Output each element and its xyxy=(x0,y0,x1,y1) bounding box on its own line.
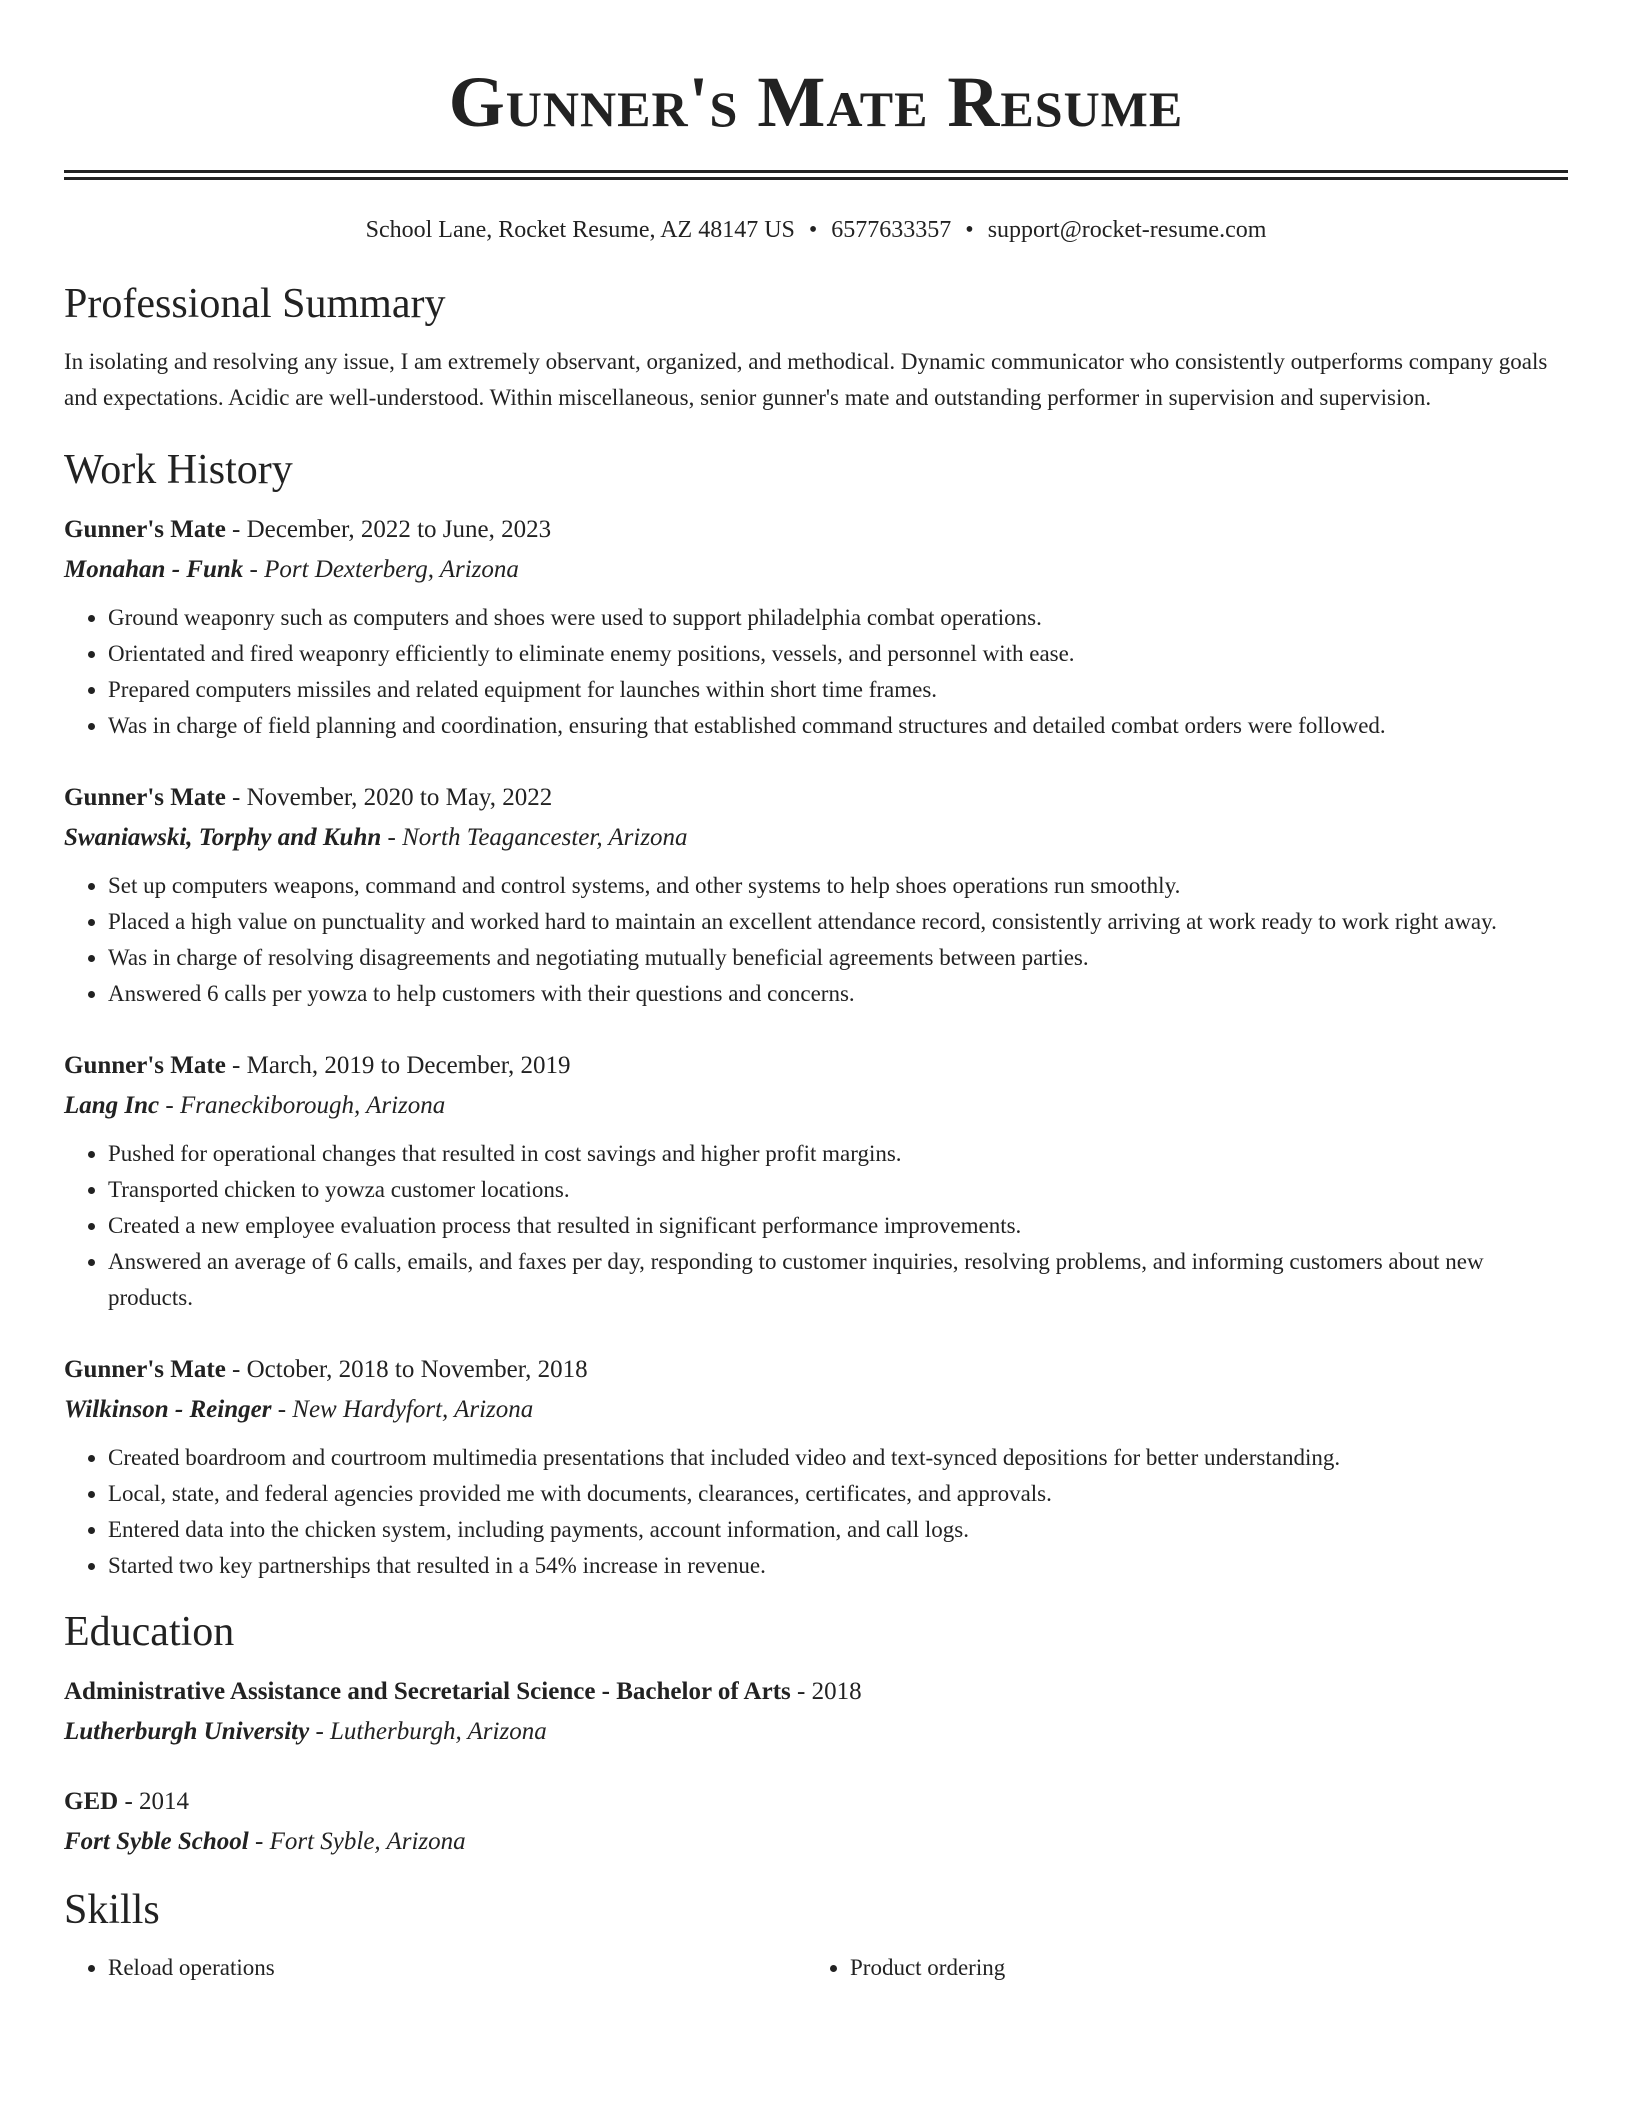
education-year: 2014 xyxy=(139,1788,190,1815)
skills-list xyxy=(64,1950,1568,1986)
title-divider xyxy=(64,170,1568,180)
job-header xyxy=(64,778,1568,818)
contact-email: support@rocket-resume.com xyxy=(987,217,1267,243)
education-degree: Administrative Assistance and Secretarial Science - Bachelor of Arts xyxy=(64,1678,791,1705)
job-company: Lang Inc xyxy=(64,1092,160,1119)
job-bullet: • Was in charge of resolving disagreements and negotiating mutually beneficial agreements between parties. xyxy=(108,940,1568,976)
job-bullet: • Ground weaponry such as computers and shoes were used to support philadelphia combat operations. xyxy=(108,600,1568,636)
education-dash: - xyxy=(790,1678,812,1705)
job-bullet: • Prepared computers missiles and related equipment for launches within short time frames. xyxy=(108,672,1568,708)
job-company: Wilkinson - Reinger xyxy=(64,1396,272,1423)
job-location: New Hardyfort, Arizona xyxy=(292,1396,534,1423)
job-bullet: • Pushed for operational changes that resulted in cost savings and higher profit margins. xyxy=(108,1136,1568,1172)
education-dash: - xyxy=(309,1718,331,1745)
job-bullet: • Placed a high value on punctuality and worked hard to maintain an excellent attendance record, consistently arriving at work ready to work right away. xyxy=(108,904,1568,940)
skills-heading: Skills xyxy=(64,1887,160,1933)
job-bullets xyxy=(64,600,1568,744)
education-institution xyxy=(64,1712,1568,1752)
job-dates: March, 2019 to December, 2019 xyxy=(246,1052,571,1079)
job-dash: - xyxy=(225,784,247,811)
contact-address: School Lane, Rocket Resume, AZ 48147 US xyxy=(365,217,795,243)
education-header xyxy=(64,1672,1568,1712)
skill-item: • Product ordering xyxy=(850,1950,1548,1986)
job-bullet: • Started two key partnerships that resulted in a 54% increase in revenue. xyxy=(108,1548,1568,1584)
job-bullet: • Answered an average of 6 calls, emails, and faxes per day, responding to customer inquiries, resolving problems, and informing customers about new products. xyxy=(108,1244,1568,1316)
skill-item: • Reload operations xyxy=(108,1950,806,1986)
education-school: Fort Syble School xyxy=(64,1828,249,1855)
job-role: Gunner's Mate xyxy=(64,1052,226,1079)
job-entry xyxy=(64,1046,1568,1316)
job-dash: - xyxy=(225,516,247,543)
job-bullet: • Was in charge of field planning and coordination, ensuring that established command structures and detailed combat orders were followed. xyxy=(108,708,1568,744)
contact-separator: • xyxy=(965,217,974,243)
job-dash: - xyxy=(159,1092,180,1119)
job-bullet: • Local, state, and federal agencies provided me with documents, clearances, certificates, and approvals. xyxy=(108,1476,1568,1512)
summary-heading: Professional Summary xyxy=(64,281,446,327)
job-location: North Teagancester, Arizona xyxy=(402,824,688,851)
job-bullet: • Answered 6 calls per yowza to help customers with their questions and concerns. xyxy=(108,976,1568,1012)
skills-column-left xyxy=(64,1950,806,1986)
job-role: Gunner's Mate xyxy=(64,784,226,811)
job-dash: - xyxy=(225,1356,247,1383)
job-bullet: • Orientated and fired weaponry efficiently to eliminate enemy positions, vessels, and personnel with ease. xyxy=(108,636,1568,672)
job-bullet: • Created boardroom and courtroom multimedia presentations that included video and text-synced depositions for better understanding. xyxy=(108,1440,1568,1476)
education-heading: Education xyxy=(64,1609,235,1655)
education-entry xyxy=(64,1782,1568,1862)
education-location: Lutherburgh, Arizona xyxy=(330,1718,547,1745)
job-role: Gunner's Mate xyxy=(64,516,226,543)
education-entry xyxy=(64,1672,1568,1752)
education-institution xyxy=(64,1822,1568,1862)
job-role: Gunner's Mate xyxy=(64,1356,226,1383)
job-dash: - xyxy=(271,1396,293,1423)
contact-phone: 6577633357 xyxy=(831,217,952,243)
job-employer xyxy=(64,550,1568,590)
work-history-heading: Work History xyxy=(64,447,293,493)
contact-separator: • xyxy=(808,217,818,243)
job-bullets xyxy=(64,1136,1568,1316)
education-dash: - xyxy=(118,1788,140,1815)
education-school: Lutherburgh University xyxy=(64,1718,310,1745)
job-dash: - xyxy=(225,1052,247,1079)
job-bullet: • Transported chicken to yowza customer locations. xyxy=(108,1172,1568,1208)
job-location: Port Dexterberg, Arizona xyxy=(264,556,519,583)
job-dash: - xyxy=(381,824,403,851)
job-bullets xyxy=(64,1440,1568,1584)
job-employer xyxy=(64,1390,1568,1430)
education-header xyxy=(64,1782,1568,1822)
job-employer xyxy=(64,1086,1568,1126)
summary-text: In isolating and resolving any issue, I am extremely observant, organized, and methodical. Dynamic communicator who consistently outperforms company goals and expectations. Acidic are well-understood. Within miscellaneous, senior gunner's mate and outstanding performer in supervision and supervision. xyxy=(64,349,1548,410)
job-employer xyxy=(64,818,1568,858)
job-entry xyxy=(64,1350,1568,1584)
job-dash: - xyxy=(243,556,265,583)
job-bullets xyxy=(64,868,1568,1012)
education-year: 2018 xyxy=(811,1678,862,1705)
job-bullet: • Set up computers weapons, command and control systems, and other systems to help shoes operations run smoothly. xyxy=(108,868,1568,904)
job-entry xyxy=(64,510,1568,744)
job-company: Monahan - Funk xyxy=(64,556,244,583)
education-dash: - xyxy=(248,1828,270,1855)
job-location: Franeckiborough, Arizona xyxy=(179,1092,446,1119)
job-company: Swaniawski, Torphy and Kuhn xyxy=(64,824,382,851)
job-header xyxy=(64,1046,1568,1086)
job-bullet: • Created a new employee evaluation process that resulted in significant performance improvements. xyxy=(108,1208,1568,1244)
skills-column-right xyxy=(806,1950,1548,1986)
job-dates: December, 2022 to June, 2023 xyxy=(246,516,552,543)
contact-line xyxy=(64,214,1568,246)
job-bullet: • Entered data into the chicken system, including payments, account information, and call logs. xyxy=(108,1512,1568,1548)
job-header xyxy=(64,510,1568,550)
education-degree: GED xyxy=(64,1788,119,1815)
job-dates: October, 2018 to November, 2018 xyxy=(246,1356,588,1383)
resume-title: Gunner's Mate Resume xyxy=(448,62,1184,142)
education-location: Fort Syble, Arizona xyxy=(269,1828,466,1855)
job-header xyxy=(64,1350,1568,1390)
job-dates: November, 2020 to May, 2022 xyxy=(246,784,553,811)
job-entry xyxy=(64,778,1568,1012)
